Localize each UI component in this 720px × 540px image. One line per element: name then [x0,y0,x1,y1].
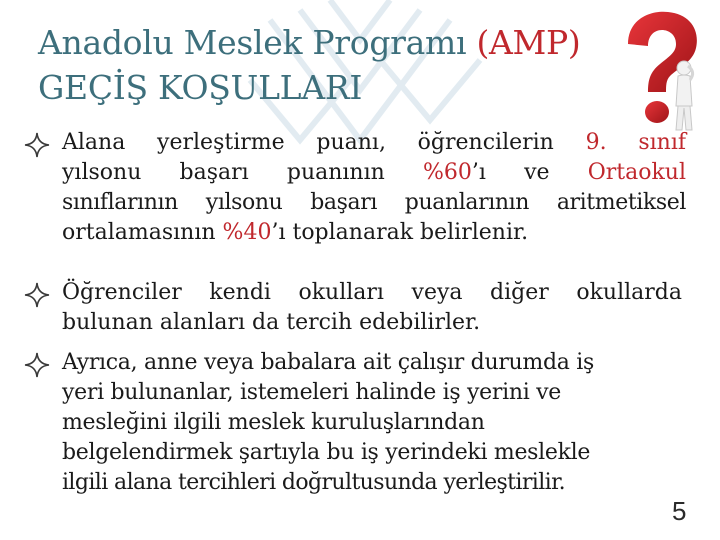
four-point-star-icon [22,130,52,160]
four-point-star-icon [22,350,52,380]
four-point-star-icon [22,280,52,310]
bullet-text-2: Öğrenciler kendi okulları veya diğer okullarda bulunan alanları da tercih edebilirler. [62,280,682,335]
page-number: 5 [672,496,687,526]
question-mark-figure-icon [610,6,710,136]
title-line-2: GEÇİŞ KOŞULLARI [38,68,363,107]
bullet-text-1: Alana yerleştirme puanı, öğrencilerin 9. sınıf yılsonu başarı puanının %60’ı ve Ortaokul sınıflarının yılsonu başarı puanlarının aritmetiksel ortalamasının %40’ı toplanarak belirlenir. [62,130,686,245]
title-line-1: Anadolu Meslek Programı (AMP) [38,23,581,62]
title-highlight: (AMP) [476,23,581,62]
slide-title [38,20,638,110]
bullet-text-3: Ayrıca, anne veya babalara ait çalışır durumda iş yeri bulunanlar, istemeleri halinde iş yerini ve mesleğini ilgili meslek kuruluşlarından belgelendirmek şartıyla bu iş yerindeki meslekle ilgili alana tercihleri doğrultusunda yerleştirilir. [62,350,594,495]
